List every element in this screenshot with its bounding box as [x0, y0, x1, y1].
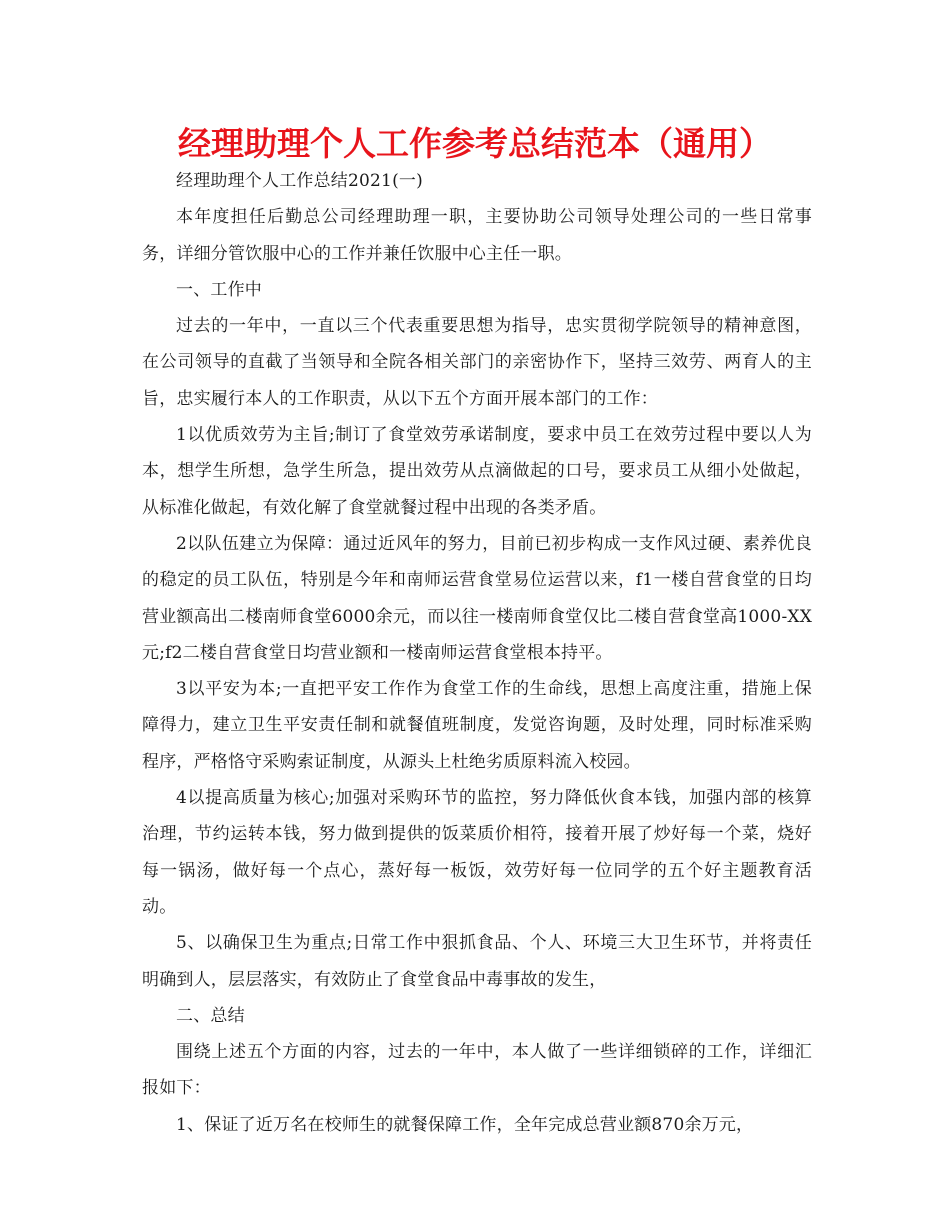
- point-3-paragraph: 3以平安为本;一直把平安工作作为食堂工作的生命线，思想上高度注重，措施上保障得力，建立卫生平安责任制和就餐值班制度，发觉咨询题，及时处理，同时标准采购程序，严格恪守采购索证制度，从源头上杜绝劣质原料流入校园。: [142, 679, 812, 772]
- section-heading-work: 一、工作中: [176, 279, 262, 300]
- summary-intro-paragraph: 围绕上述五个方面的内容，过去的一年中，本人做了一些详细锁碎的工作，详细汇报如下：: [142, 1042, 812, 1099]
- work-overview-paragraph: 过去的一年中，一直以三个代表重要思想为指导，忠实贯彻学院领导的精神意图，在公司领导的直截了当领导和全院各相关部门的亲密协作下，坚持三效劳、两育人的主旨，忠实履行本人的工作职责，从以下五个方面开展本部门的工作：: [142, 316, 812, 409]
- point-5-paragraph: 5、以确保卫生为重点;日常工作中狠抓食品、个人、环境三大卫生环节，并将责任明确到人，层层落实，有效防止了食堂食品中毒事故的发生，: [142, 933, 812, 990]
- document-title: 经理助理个人工作参考总结范本（通用）: [178, 124, 772, 163]
- point-4-paragraph: 4以提高质量为核心;加强对采购环节的监控，努力降低伙食本钱，加强内部的核算治理，节约运转本钱，努力做到提供的饭菜质价相符，接着开展了炒好每一个菜，烧好每一锅汤，做好每一个点心，蒸好每一板饭，效劳好每一位同学的五个好主题教育活动。: [142, 788, 812, 917]
- section-heading-summary: 二、总结: [176, 1005, 245, 1026]
- summary-point-1-paragraph: 1、保证了近万名在校师生的就餐保障工作，全年完成总营业额870余万元，: [176, 1114, 754, 1135]
- document-body: [142, 163, 812, 1143]
- subtitle-paragraph: 经理助理个人工作总结2021(一): [176, 171, 423, 191]
- point-2-paragraph: 2以队伍建立为保障：通过近风年的努力，目前已初步构成一支作风过硬、素养优良的稳定的员工队伍，特别是今年和南师运营食堂易位运营以来，f1一楼自营食堂的日均营业额高出二楼南师食堂6000余元，而以往一楼南师食堂仅比二楼自营食堂高1000-XX元;f2二楼自营食堂日均营业额和一楼南师运营食堂根本持平。: [142, 533, 812, 663]
- intro-paragraph: 本年度担任后勤总公司经理助理一职，主要协助公司领导处理公司的一些日常事务，详细分管饮服中心的工作并兼任饮服中心主任一职。: [142, 207, 812, 264]
- point-1-paragraph: 1以优质效劳为主旨;制订了食堂效劳承诺制度，要求中员工在效劳过程中要以人为本，想学生所想，急学生所急，提出效劳从点滴做起的口号，要求员工从细小处做起，从标准化做起，有效化解了食堂就餐过程中出现的各类矛盾。: [142, 425, 812, 518]
